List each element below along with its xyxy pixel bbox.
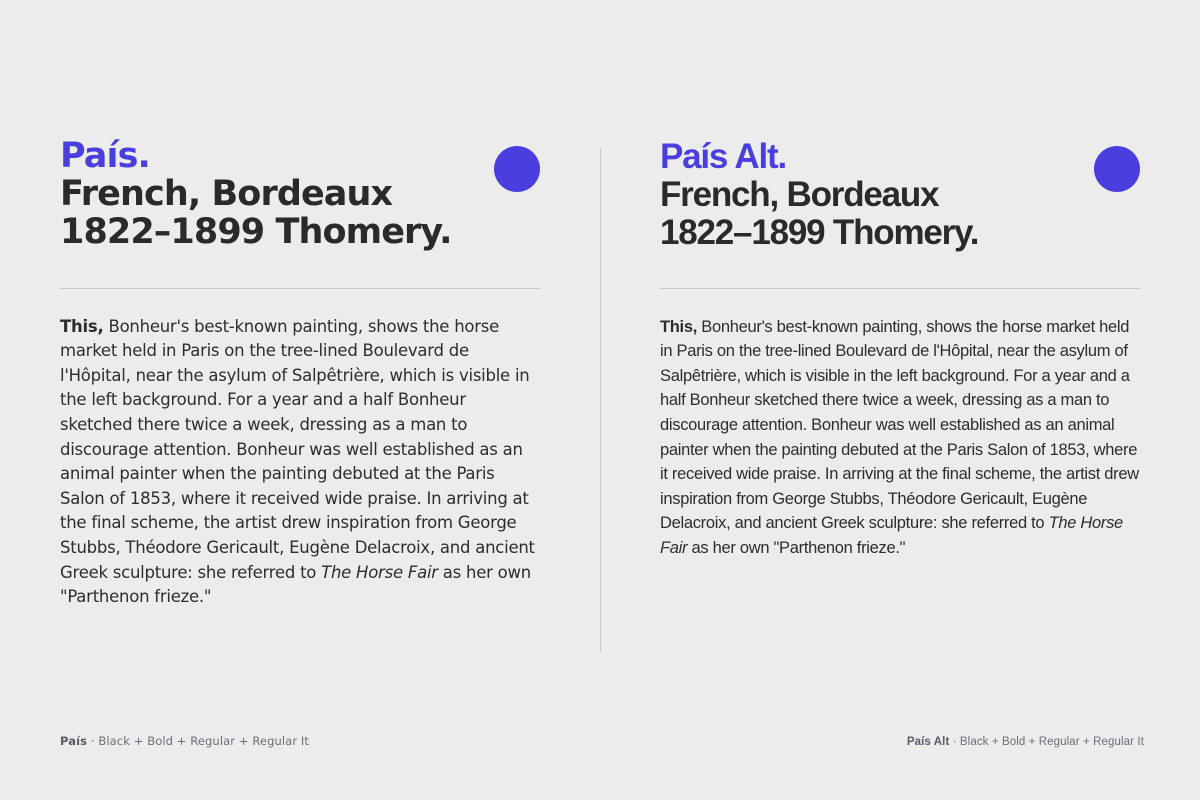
heading-left: [60, 176, 540, 252]
body-text-right: Bonheur's best-known painting, shows the horse market held in Paris on the tree-lined Boulevard de l'Hôpital, near the asylum of Salpêtrière, which is visible in the left background. For a year and a half Bonheur sketched there twice a week, dressing as a man to discourage attention. Bonheur was well established as an animal painter when the painting debuted at the Paris Salon of 1853, where it received wide praise. In arriving at the final scheme, the artist drew inspiration from George Stubbs, Théodore Gericault, Eugène Delacroix, and ancient Greek sculpture: she referred to: [660, 317, 1139, 533]
body-lead-right: This,: [660, 317, 698, 336]
footer-family-left: País: [60, 734, 88, 748]
footer-styles-left: · Black + Bold + Regular + Regular It: [90, 734, 310, 748]
typeface-name-left: País.: [60, 136, 150, 176]
accent-dot-icon: [1094, 146, 1140, 192]
heading-left-line1: French, Bordeaux: [60, 174, 393, 215]
heading-right: [660, 176, 1140, 252]
body-text-after-right: as her own "Parthenon frieze.": [687, 539, 906, 558]
heading-rule-right: [660, 288, 1140, 289]
heading-block-left: [60, 138, 540, 252]
footer-family-right: País Alt: [906, 736, 950, 748]
body-text-after-left: as her own "Parthenon frieze.": [60, 562, 531, 607]
body-copy-right: [660, 315, 1140, 561]
body-italic-right: The Horse Fair: [660, 514, 1123, 558]
footer-styles-right: · Black + Bold + Regular + Regular It: [952, 736, 1144, 748]
accent-dot-icon: [494, 146, 540, 192]
heading-rule-left: [60, 288, 540, 289]
footer-right: [907, 736, 1144, 748]
body-lead-left: This,: [60, 316, 104, 336]
heading-block-right: [660, 138, 1140, 252]
heading-left-line2: 1822–1899 Thomery.: [60, 211, 452, 252]
specimen-column-pais-alt: [600, 0, 1200, 800]
body-copy-left: [60, 315, 540, 610]
footer-left: [60, 734, 309, 748]
heading-right-line2: 1822–1899 Thomery.: [660, 212, 979, 252]
body-text-left: Bonheur's best-known painting, shows the horse market held in Paris on the tree-lined Boulevard de l'Hôpital, near the asylum of Salpêtrière, which is visible in the left background. For a year and a half Bonheur sketched there twice a week, dressing as a man to discourage attention. Bonheur was well established as an animal painter when the painting debuted at the Paris Salon of 1853, where it received wide praise. In arriving at the final scheme, the artist drew inspiration from George Stubbs, Théodore Gericault, Eugène Delacroix, and ancient Greek sculpture: she referred to: [60, 316, 535, 582]
heading-right-line1: French, Bordeaux: [660, 175, 939, 215]
body-italic-left: The Horse Fair: [321, 562, 438, 582]
typeface-name-right: País Alt.: [660, 137, 787, 176]
